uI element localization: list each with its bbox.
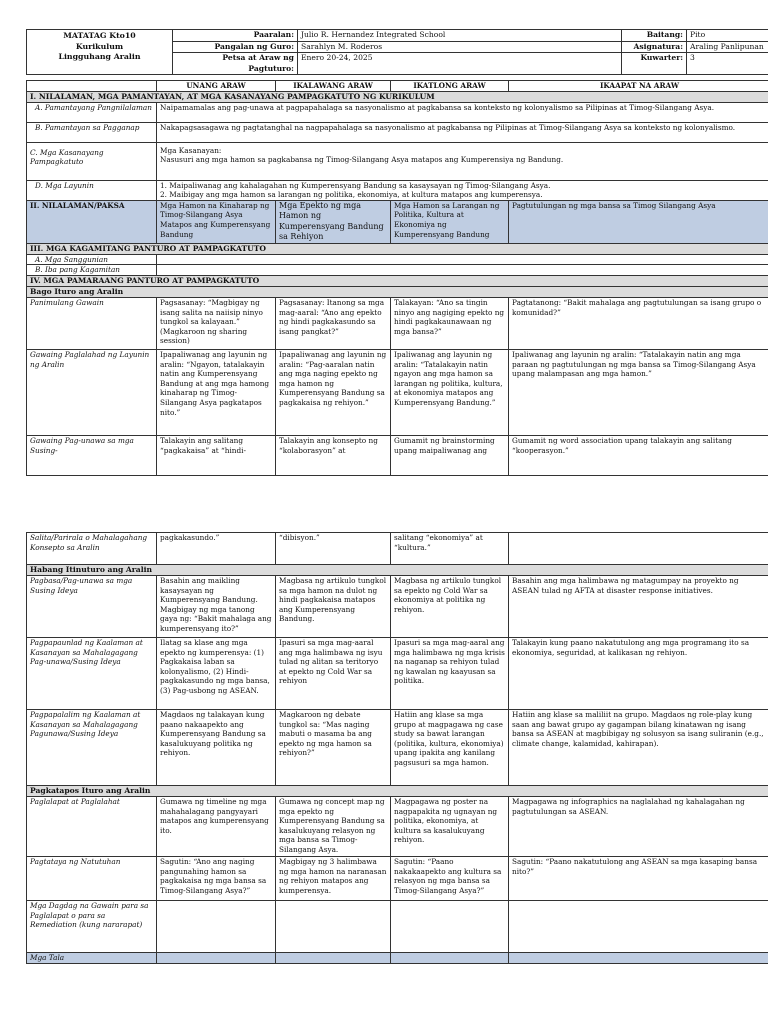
- subject-label: Asignatura:: [622, 41, 687, 53]
- quarter-label: Kuwarter:: [622, 53, 687, 75]
- day-cell: [276, 953, 391, 964]
- day-cell: Magbigay ng 3 halimbawa ng mga hamon na naranasan ng rehiyon matapos ang kumperensya.: [276, 857, 391, 901]
- lesson-plan-page-2: [26, 532, 768, 977]
- day-cell: Ipapaliwanag ang layunin ng aralin: “Pag-aaralan natin ang mga naging epekto ng mga hamon ng Kumperensyang Bandung sa pagkakaisa ng rehiyon.”: [276, 349, 391, 435]
- date-label: Petsa at Araw ng Pagtuturo:: [173, 53, 298, 75]
- row-label: Pagtataya ng Natutuhan: [27, 857, 157, 901]
- day-cell: salitang “ekonomiya” at “kultura.”: [391, 533, 509, 565]
- day-cell: Magbasa ng artikulo tungkol sa mga hamon na dulot ng hindi pagkakaisa matapos ang Kumperensyang Bandung.: [276, 576, 391, 638]
- day-cell: Gumamit ng word association upang talakayin ang salitang “kooperasyon.”: [509, 435, 768, 475]
- performance-standard: Nakapagsasagawa ng pagtatanghal na nagpapahalaga sa nasyonalismo at pagkabansa ng Pilipinas at Timog-Silangang Asya sa konteksto ng kolonyalismo.: [157, 122, 768, 142]
- grade-value: Pito: [687, 30, 768, 42]
- topic-cell: Mga Hamon sa Larangan ng Politika, Kultura at Ekonomiya ng Kumperensyang Bandung: [391, 200, 509, 243]
- section-heading: IV. MGA PAMARAANG PANTURO AT PAMPAGKATUTO: [27, 275, 768, 286]
- day-cell: Talakayin kung paano nakatutulong ang mga programang ito sa ekonomiya, seguridad, at kalikasan ng rehiyon.: [509, 638, 768, 710]
- section-heading: I. NILALAMAN, MGA PAMANTAYAN, AT MGA KASANAYANG PAMPAGKATUTO NG KURIKULUM: [27, 91, 768, 102]
- lesson-table-continued: [26, 532, 768, 964]
- day-cell: [276, 901, 391, 953]
- day-header: IKALAWANG ARAW: [276, 81, 391, 92]
- day-header: IKAAPAT NA ARAW: [509, 81, 768, 92]
- competency-text: Nasusuri ang mga hamon sa pagkabansa ng Timog-Silangang Asya matapos ang Kumperensiya ng Bandung.: [160, 155, 564, 165]
- day-cell: Magpagawa ng infographics na naglalahad ng kahalagahan ng pagtutulungan sa ASEAN.: [509, 797, 768, 857]
- day-cell: Talakayin ang konsepto ng “kolaborasyon” at: [276, 435, 391, 475]
- day-cell: [157, 953, 276, 964]
- day-cell: Ilatag sa klase ang mga epekto ng kumperensya: (1) Pagkakaisa laban sa kolonyalismo, (2) Hindi-pagkakasundo ng mga bansa, (3) Pag-usbong ng ASEAN.: [157, 638, 276, 710]
- day-cell: Hatiin ang klase sa maliliit na grupo. Magdaos ng role-play kung saan ang bawat grupo ay gagampan bilang kinatawan ng isang bansa sa ASEAN at magbibigay ng solusyon sa isang suliranin (e.g., climate change, kalamidad, kahirapan).: [509, 710, 768, 786]
- row-label: Pagpapaunlad ng Kaalaman at Kasanayan sa Mahalagagang Pag-unawa/Susing Ideya: [27, 638, 157, 710]
- day-cell: Magkaroon ng debate tungkol sa: “Mas naging mabuti o masama ba ang epekto ng mga hamon sa rehiyon?”: [276, 710, 391, 786]
- row-label: C. Mga Kasanayang Pampagkatuto: [27, 142, 157, 180]
- row-label: Paglalapat at Paglalahat: [27, 797, 157, 857]
- teacher-value: Sarahlyn M. Roderos: [298, 41, 622, 53]
- objectives: [157, 180, 768, 200]
- row-label: Gawaing Paglalahad ng Layunin ng Aralin: [27, 349, 157, 435]
- day-cell: [391, 953, 509, 964]
- grade-label: Baitang:: [622, 30, 687, 42]
- day-cell: Magdaos ng talakayan kung paano nakaapekto ang Kumperensyang Bandung sa kasalukuyang politika ng rehiyon.: [157, 710, 276, 786]
- competencies-heading: Mga Kasanayan:: [160, 145, 222, 155]
- row-label: Gawaing Pag-unawa sa mga Susing-: [27, 435, 157, 475]
- row-label: B. Iba pang Kagamitan: [27, 265, 157, 276]
- date-value: Enero 20-24, 2025: [298, 53, 622, 75]
- day-cell: [509, 953, 768, 964]
- row-label: Mga Tala: [27, 953, 157, 964]
- day-cell: Ipapaliwanag ang layunin ng aralin: “Ngayon, tatalakayin natin ang Kumperensyang Bandung at ang mga hamong kinaharap ng Timog-Silangang Asya pagkatapos nito.”: [157, 349, 276, 435]
- day-cell: Pagtatanong: “Bakit mahalaga ang pagtutulungan sa isang grupo o komunidad?”: [509, 297, 768, 349]
- day-header: IKATLONG ARAW: [391, 81, 509, 92]
- document-title: MATATAG Kto10 Kurikulum Lingguhang Aralin: [27, 30, 173, 75]
- day-cell: Ipaliwanag ang layunin ng aralin: “Tatalakayin natin ang mga paraan ng pagtutulungan ng mga bansa sa Timog-Silangang Asya upang malampasan ang mga hamon.”: [509, 349, 768, 435]
- row-label: Salita/Parirala o Mahalagahang Konsepto sa Aralin: [27, 533, 157, 565]
- row-label: A. Mga Sanggunian: [27, 254, 157, 265]
- learning-competencies: [157, 142, 768, 180]
- row-label: A. Pamantayang Pangnilalaman: [27, 102, 157, 122]
- day-cell: Hatiin ang klase sa mga grupo at magpagawa ng case study sa bawat larangan (politika, kultura, ekonomiya) upang ipakita ang kanilang pagsusuri sa mga hamon.: [391, 710, 509, 786]
- day-cell: [391, 901, 509, 953]
- topic-cell: Mga Hamon na Kinaharap ng Timog-Silangang Asya Matapos ang Kumperensyang Bandung: [157, 200, 276, 243]
- row-label: Pagpapalalim ng Kaalaman at Kasanayan sa Mahalagagang Pagunawa/Susing Ideya: [27, 710, 157, 786]
- day-cell: Ipaliwanag ang layunin ng aralin: “Tatalakayin natin ngayon ang mga hamon sa larangan ng politika, kultura, at ekonomiya matapos ang Kumperensyang Bandung.”: [391, 349, 509, 435]
- lesson-table: [26, 80, 768, 476]
- day-cell: “dibisyon.”: [276, 533, 391, 565]
- objective-item: 1. Maipaliwanag ang kahalagahan ng Kumperensyang Bandung sa kasaysayan ng Timog-Silangang Asya.: [160, 180, 551, 190]
- lesson-plan-page-1: [26, 29, 768, 481]
- phase-heading: Habang Itinuturo ang Aralin: [27, 565, 768, 576]
- content-standard: Naipamamalas ang pag-unawa at pagpapahalaga sa nasyonalismo at pagkabansa sa konteksto ng kolonyalismo sa Pilipinas at Timog-Silangang Asya.: [157, 102, 768, 122]
- day-cell: Pagsasanay: “Magbigay ng isang salita na naiisip ninyo tungkol sa kalayaan.” (Magkaroon ng sharing session): [157, 297, 276, 349]
- header-table: [26, 29, 768, 75]
- row-label: Mga Dagdag na Gawain para sa Paglalapat o para sa Remediation (kung nararapat): [27, 901, 157, 953]
- day-cell: Gumamit ng brainstorming upang maipaliwanag ang: [391, 435, 509, 475]
- day-cell: Magbasa ng artikulo tungkol sa epekto ng Cold War sa ekonomiya at politika ng rehiyon.: [391, 576, 509, 638]
- other-materials-value: [157, 265, 768, 276]
- day-cell: Ipasuri sa mga mag-aaral ang mga halimbawa ng mga krisis na naganap sa rehiyon tulad ng kawalan ng kaayusan sa politika.: [391, 638, 509, 710]
- references-value: [157, 254, 768, 265]
- quarter-value: 3: [687, 53, 768, 75]
- day-cell: pagkakasundo.”: [157, 533, 276, 565]
- day-cell: [157, 901, 276, 953]
- day-cell: Pagsasanay: Itanong sa mga mag-aaral: “Ano ang epekto ng hindi pagkakasundo sa isang pangkat?”: [276, 297, 391, 349]
- row-label: B. Pamantayan sa Pagganap: [27, 122, 157, 142]
- section-heading: II. NILALAMAN/PAKSA: [27, 200, 157, 243]
- day-cell: Gumawa ng timeline ng mga mahahalagang pangyayari matapos ang kumperensyang ito.: [157, 797, 276, 857]
- day-cell: Magpagawa ng poster na nagpapakita ng ugnayan ng politika, ekonomiya, at kultura sa kasalukuyang rehiyon.: [391, 797, 509, 857]
- objective-item: 2. Maibigay ang mga hamon sa larangan ng politika, ekonomiya, at kultura matapos ang kumperensya.: [160, 190, 543, 200]
- phase-heading: Pagkatapos Ituro ang Aralin: [27, 786, 768, 797]
- day-cell: Ipasuri sa mga mag-aaral ang mga halimbawa ng isyu tulad ng alitan sa teritoryo at epekto ng Cold War sa rehiyon: [276, 638, 391, 710]
- day-cell: [509, 901, 768, 953]
- day-cell: Talakayan: “Ano sa tingin ninyo ang nagiging epekto ng hindi pagkakaunawaan ng mga bansa?”: [391, 297, 509, 349]
- topic-cell: Mga Epekto ng mga Hamon ng Kumperensyang Bandung sa Rehiyon: [276, 200, 391, 243]
- section-heading: III. MGA KAGAMITANG PANTURO AT PAMPAGKATUTO: [27, 243, 768, 254]
- day-cell: Sagutin: “Paano nakakaapekto ang kultura sa relasyon ng mga bansa sa Timog-Silangang Asya?”: [391, 857, 509, 901]
- day-cell: Sagutin: “Ano ang naging pangunahing hamon sa pagkakaisa ng mga bansa sa Timog-Silangang Asya?”: [157, 857, 276, 901]
- teacher-label: Pangalan ng Guro:: [173, 41, 298, 53]
- row-label: D. Mga Layunin: [27, 180, 157, 200]
- school-value: Julio R. Hernandez Integrated School: [298, 30, 622, 42]
- subject-value: Araling Panlipunan: [687, 41, 768, 53]
- day-cell: [509, 533, 768, 565]
- day-cell: Talakayin ang salitang “pagkakaisa” at “hindi-: [157, 435, 276, 475]
- day-cell: Basahin ang mga halimbawa ng matagumpay na proyekto ng ASEAN tulad ng AFTA at disaster response initiatives.: [509, 576, 768, 638]
- row-label: Pagbasa/Pag-unawa sa mga Susing Ideya: [27, 576, 157, 638]
- topic-cell: Pagtutulungan ng mga bansa sa Timog Silangang Asya: [509, 200, 768, 243]
- day-header-row: [27, 81, 768, 92]
- row-label: Panimulang Gawain: [27, 297, 157, 349]
- school-label: Paaralan:: [173, 30, 298, 42]
- day-cell: Sagutin: “Paano nakatutulong ang ASEAN sa mga kasaping bansa nito?”: [509, 857, 768, 901]
- day-header: UNANG ARAW: [157, 81, 276, 92]
- day-cell: Basahin ang maikling kasaysayan ng Kumperensyang Bandung. Magbigay ng mga tanong gaya ng: “Bakit mahalaga ang kumperensyang ito?”: [157, 576, 276, 638]
- phase-heading: Bago Ituro ang Aralin: [27, 286, 768, 297]
- day-cell: Gumawa ng concept map ng mga epekto ng Kumperensyang Bandung sa kasalukuyang relasyon ng mga bansa sa Timog-Silangang Asya.: [276, 797, 391, 857]
